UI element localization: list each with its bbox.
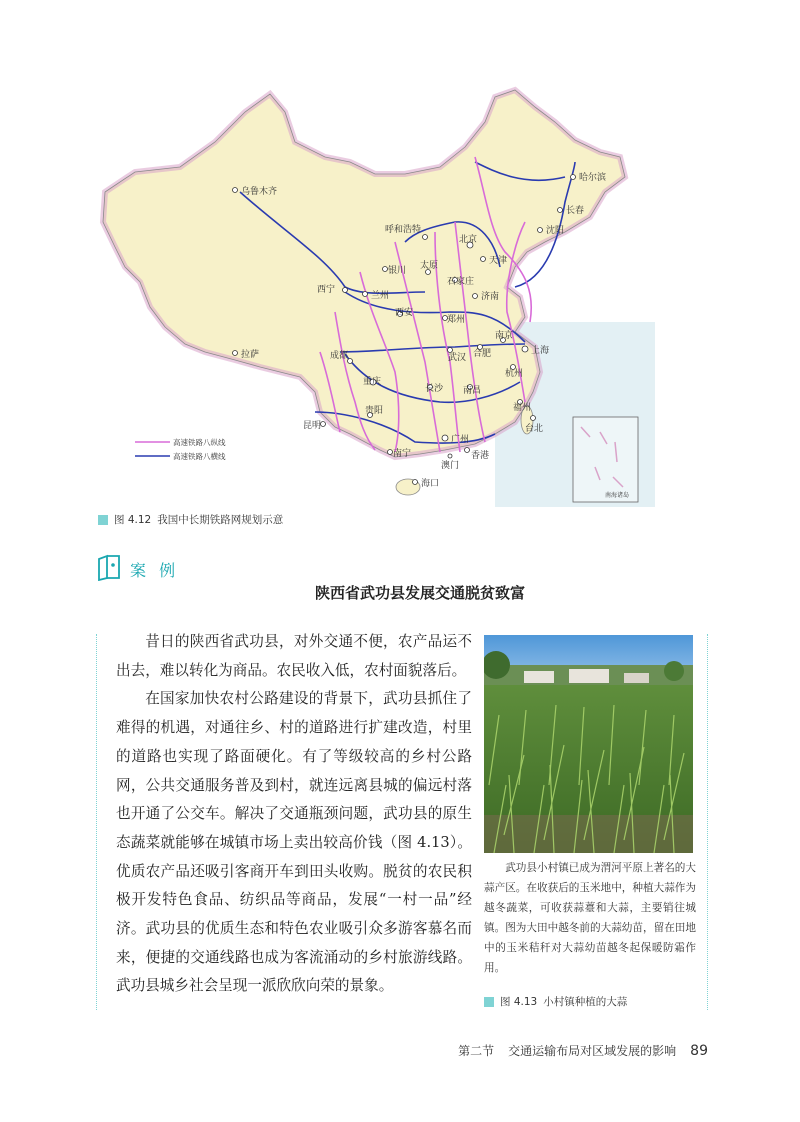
city-lanzhou: 兰州 xyxy=(371,291,390,301)
city-macau: 澳门 xyxy=(441,461,460,471)
case-label: 案 例 xyxy=(130,561,180,580)
city-guangzhou: 广州 xyxy=(451,435,470,445)
city-hongkong: 香港 xyxy=(471,451,490,461)
figure-413-caption xyxy=(484,994,627,1009)
case-paragraph-2: 在国家加快农村公路建设的背景下，武功县抓住了难得的机遇，对通往乡、村的道路进行扩建改造，村里的道路也实现了路面硬化。有了等级较高的乡村公路网，公共交通服务普及到村，就连远离县城的偏远村落也开通了公交车。解决了交通瓶颈问题，武功县的原生态蔬菜就能够在城镇市场上卖出较高价钱（图 4.13）。优质农产品还吸引客商开车到田头收购。脱贫的农民积极开发特色食品、纺织品等商品，发展“一村一品”经济。武功县的优质生态和特色农业吸引众多游客慕名而来，便捷的交通线路也成为客流涌动的乡村旅游线路。武功县城乡社会呈现一派欣欣向荣的景象。 xyxy=(116,690,472,995)
city-taiyuan: 太原 xyxy=(420,261,439,271)
city-xian: 西安 xyxy=(395,308,414,318)
city-nanjing: 南京 xyxy=(495,331,514,341)
figure-412-caption xyxy=(98,512,283,527)
city-zhengzhou: 郑州 xyxy=(447,315,466,325)
south-china-sea-inset xyxy=(573,417,638,502)
footer-chapter-title: 交通运输布局对区域发展的影响 xyxy=(508,1044,677,1058)
city-jinan: 济南 xyxy=(481,292,500,302)
city-taibei: 台北 xyxy=(525,424,544,434)
city-hohhot: 呼和浩特 xyxy=(385,225,422,235)
garlic-photo-svg xyxy=(484,635,693,853)
city-lhasa: 拉萨 xyxy=(241,350,260,360)
case-paragraph-1: 昔日的陕西省武功县，对外交通不便，农产品运不出去，难以转化为商品。农民收入低，农村面貌落后。 xyxy=(116,633,472,679)
garlic-field-photo xyxy=(484,635,693,853)
city-shijiazhuang: 石家庄 xyxy=(447,277,475,287)
city-guiyang: 贵阳 xyxy=(365,406,384,416)
figure-412-number: 图 4.12 xyxy=(114,514,152,526)
caption-marker xyxy=(484,997,494,1007)
city-beijing: 北京 xyxy=(459,235,478,245)
book-icon xyxy=(96,553,122,581)
city-tianjin: 天津 xyxy=(489,256,508,266)
legend-east-west: 高速铁路八横线 xyxy=(173,452,226,461)
map-svg xyxy=(95,82,655,507)
city-hefei: 合肥 xyxy=(473,349,492,359)
city-yinchuan: 银川 xyxy=(388,266,407,276)
city-nanchang: 南昌 xyxy=(463,386,482,396)
case-title: 陕西省武功县发展交通脱贫致富 xyxy=(314,584,525,602)
case-header xyxy=(96,553,179,581)
city-haikou: 海口 xyxy=(421,479,440,489)
figure-412-title: 我国中长期铁路网规划示意 xyxy=(157,514,284,526)
legend-north-south: 高速铁路八纵线 xyxy=(173,438,226,447)
city-shenyang: 沈阳 xyxy=(546,226,565,236)
caption-marker xyxy=(98,515,108,525)
railway-network-map xyxy=(95,82,655,507)
city-hangzhou: 杭州 xyxy=(505,369,524,379)
inset-label: 南海诸岛 xyxy=(605,492,630,499)
city-changchun: 长春 xyxy=(566,206,585,216)
city-urumqi: 乌鲁木齐 xyxy=(241,187,278,197)
case-body xyxy=(116,628,472,1001)
city-shanghai: 上海 xyxy=(531,346,550,356)
city-nanning: 南宁 xyxy=(393,449,412,459)
figure-413-title: 小村镇种植的大蒜 xyxy=(543,996,628,1008)
city-fuzhou: 福州 xyxy=(513,403,532,413)
page-footer xyxy=(458,1042,708,1059)
photo-description xyxy=(484,858,696,978)
city-xining: 西宁 xyxy=(317,285,336,295)
page-number: 89 xyxy=(690,1043,708,1059)
city-changsha: 长沙 xyxy=(425,384,444,394)
city-chongqing: 重庆 xyxy=(363,377,382,387)
map-legend xyxy=(135,437,226,461)
city-chengdu: 成都 xyxy=(330,351,349,361)
city-kunming: 昆明 xyxy=(303,421,322,431)
photo-note-text: 武功县小村镇已成为渭河平原上著名的大蒜产区。在收获后的玉米地中，种植大蒜作为越冬蔬菜，可收获蒜薹和大蒜，主要销往城镇。图为大田中越冬前的大蒜幼苗，留在田地中的玉米秸秆对大蒜幼苗越冬起保暖防霜作用。 xyxy=(484,862,696,974)
city-wuhan: 武汉 xyxy=(448,353,467,363)
city-harbin: 哈尔滨 xyxy=(579,173,607,183)
footer-section: 第二节 xyxy=(458,1044,495,1058)
figure-413-number: 图 4.13 xyxy=(500,996,538,1008)
